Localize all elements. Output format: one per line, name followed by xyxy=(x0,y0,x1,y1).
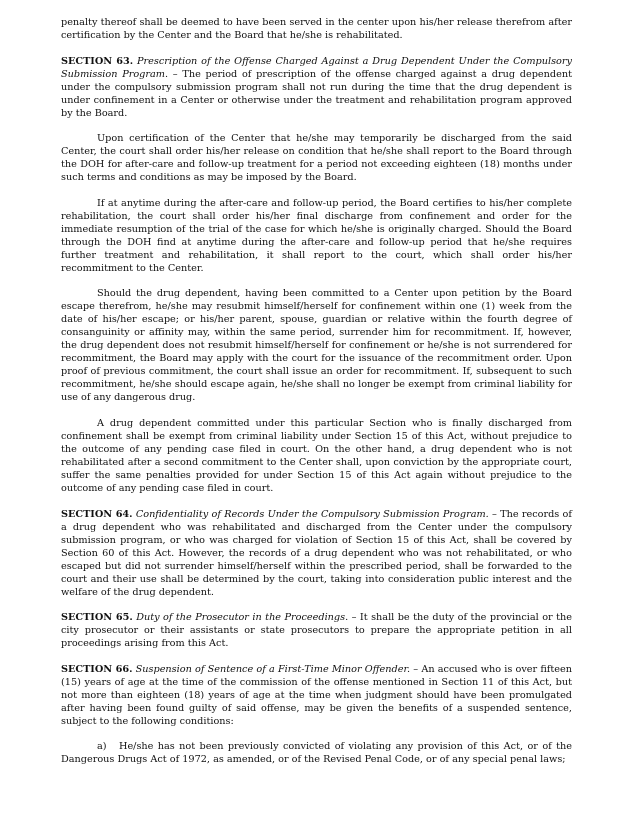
section-number: SECTION 66. xyxy=(61,663,133,675)
section-title: Confidentiality of Records Under the Compulsory Submission Program. xyxy=(135,508,489,520)
section-title: Prescription of the Offense Charged Against a Drug Dependent Under the Compulsory Submission Program. xyxy=(61,55,572,80)
section-64 xyxy=(61,508,572,599)
paragraph-text: A drug dependent committed under this particular Section who is finally discharged from confinement shall be exempt from criminal liability under Section 15 of this Act, without prejudice to the outcome of any pending case filed in court. On the other hand, a drug dependent who is not rehabilitated after a second commitment to the Center shall, upon conviction by the appropriate court, suffer the same penalties provided for under Section 15 of this Act again without prejudice to the outcome of any pending case filed in court. xyxy=(61,417,572,494)
paragraph-text: Should the drug dependent, having been committed to a Center upon petition by the Board escape therefrom, he/she may resubmit himself/herself for confinement within one (1) week from the date of his/her escape; or his/her parent, spouse, guardian or relative within the fourth degree of consanguinity or affinity may, within the same period, surrender him for recommitment. If, however, the drug dependent does not resubmit himself/herself for confinement or he/she is not surrendered for recommitment, the Board may apply with the court for the issuance of the recommitment order. Upon proof of previous commitment, the court shall issue an order for recommitment. If, subsequent to such recommitment, he/she should escape again, he/she shall no longer be exempt from criminal liability for use of any dangerous drug. xyxy=(61,288,572,404)
section-title: Duty of the Prosecutor in the Proceedings. xyxy=(136,612,349,624)
paragraph xyxy=(61,417,572,495)
paragraph-continuation xyxy=(61,16,572,42)
list-item-text: He/she has not been previously convicted of violating any provision of this Act, or of the Dangerous Drugs Act of 1972, as amended, or of the Revised Penal Code, or of any special penal laws; xyxy=(61,741,572,766)
paragraph-text: If at anytime during the after-care and follow-up period, the Board certifies to his/her complete rehabilitation, the court shall order his/her final discharge from confinement and order for the immediate resumption of the trial of the case for which he/she is originally charged. Should the Board through the DOH find at anytime during the after-care and follow-up period that he/she requires further treatment and rehabilitation, it shall report to the court, which shall order his/her recommitment to the Center. xyxy=(61,197,572,274)
section-body: – An accused who is over fifteen (15) years of age at the time of the commission of the offense mentioned in Section 11 of this Act, but not more than eighteen (18) years of age at the time when judgment should have been promulgated after having been found guilty of said offense, may be given the benefits of a suspended sentence, subject to the following conditions: xyxy=(61,663,572,727)
paragraph xyxy=(61,132,572,184)
list-item xyxy=(61,740,572,766)
section-66 xyxy=(61,663,572,728)
section-body: – The period of prescription of the offense charged against a drug dependent under the compulsory submission program shall not run during the time that the drug dependent is under confinement in a Center or otherwise under the treatment and rehabilitation program approved by the Board. xyxy=(61,68,572,119)
section-number: SECTION 65. xyxy=(61,612,133,624)
section-title: Suspension of Sentence of a First-Time Minor Offender. xyxy=(135,663,411,675)
section-65 xyxy=(61,611,572,650)
list-marker: a) xyxy=(97,741,107,753)
section-body: – The records of a drug dependent who was rehabilitated and discharged from the Center under the compulsory submission program, or who was charged for violation of Section 15 of this Act, shall be covered by Section 60 of this Act. However, the records of a drug dependent who was not rehabilitated, or who escaped but did not surrender himself/herself within the prescribed period, shall be forwarded to the court and their use shall be determined by the court, taking into consideration public interest and the welfare of the drug dependent. xyxy=(61,508,572,598)
paragraph xyxy=(61,287,572,404)
section-body: – It shall be the duty of the provincial or the city prosecutor or their assistants or state prosecutors to prepare the appropriate petition in all proceedings arising from this Act. xyxy=(61,612,572,650)
section-63 xyxy=(61,55,572,120)
section-number: SECTION 63. xyxy=(61,55,134,67)
paragraph xyxy=(61,197,572,275)
paragraph-text: penalty thereof shall be deemed to have been served in the center upon his/her release therefrom after certification by the Center and the Board that he/she is rehabilitated. xyxy=(61,17,572,41)
section-number: SECTION 64. xyxy=(61,508,133,520)
paragraph-text: Upon certification of the Center that he/she may temporarily be discharged from the said Center, the court shall order his/her release on condition that he/she shall report to the Board through the DOH for after-care and follow-up treatment for a period not exceeding eighteen (18) months under such terms and conditions as may be imposed by the Board. xyxy=(61,133,572,184)
